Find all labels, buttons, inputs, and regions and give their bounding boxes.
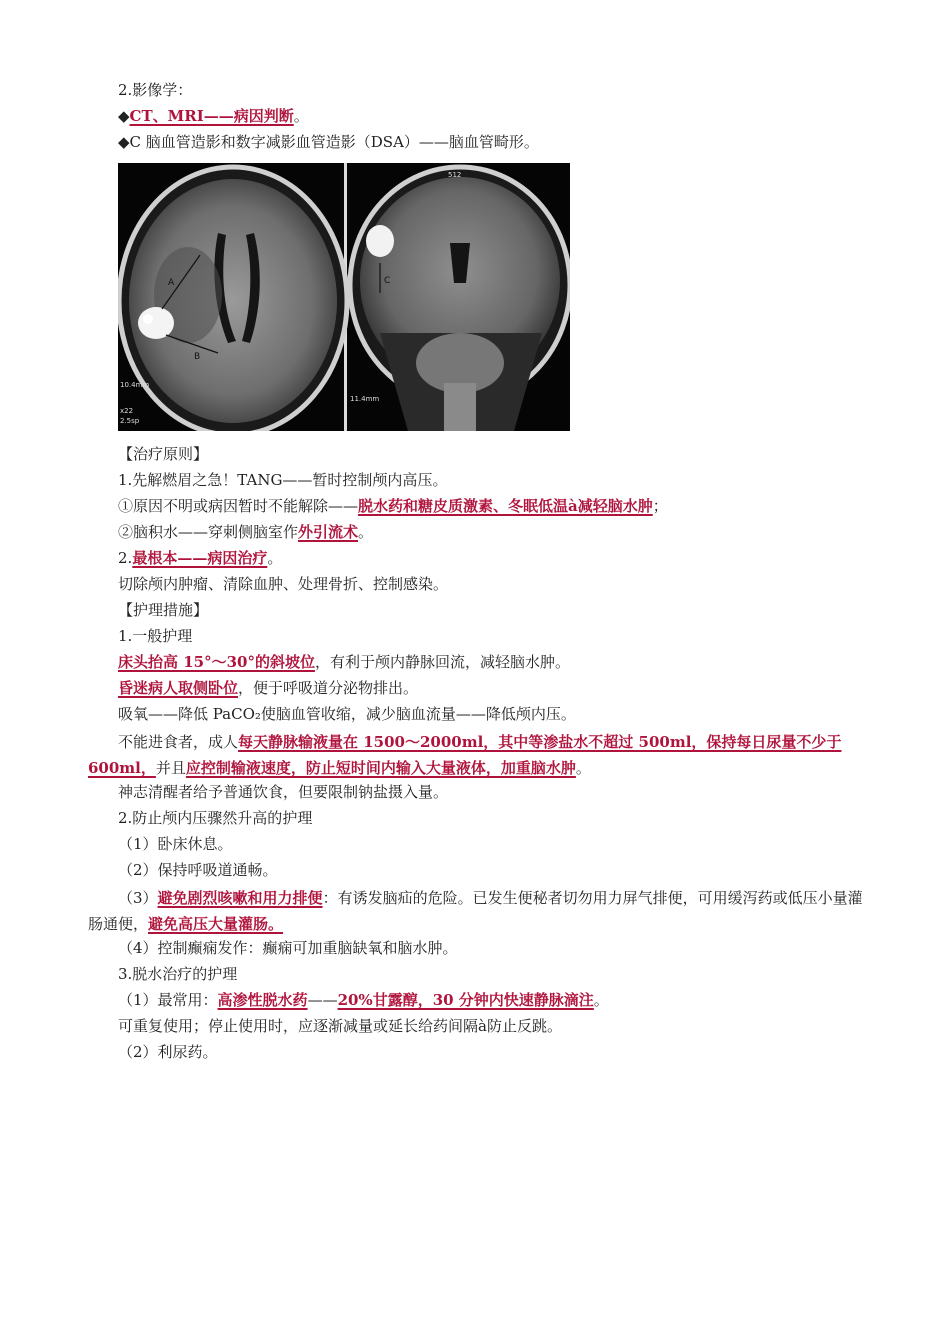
brain-mri-image (118, 163, 570, 431)
imaging-bullet-2: ◆C 脑血管造影和数字减影血管造影（DSA）——脑血管畸形。 (118, 133, 539, 151)
scan-label-b: B (194, 352, 201, 362)
punctuation: 。 (593, 991, 609, 1009)
imaging-bullet-1 (118, 106, 309, 126)
highlight-avoid-cough: 避免剧烈咳嗽和用力排便 (157, 889, 323, 907)
nursing-dehydration-2: 可重复使用；停止使用时，应逐渐减量或延长给药间隔à防止反跳。 (118, 1017, 562, 1035)
highlight-drainage: 外引流术 (298, 523, 359, 541)
scan-text-2: x22 (120, 407, 134, 415)
nursing-measure-1: （1）卧床休息。 (118, 835, 233, 853)
treatment-point-5: 切除颅内肿瘤、清除血肿、处理骨折、控制感染。 (118, 575, 449, 593)
punctuation: 。 (267, 549, 283, 567)
highlight-hypertonic: 高渗性脱水药 (217, 991, 308, 1009)
scan-label-a: A (168, 278, 175, 288)
highlight-ct-mri: CT、MRI——病因判断 (129, 107, 294, 125)
text: ：有诱发脑疝的危险。已发生便秘者切勿用力屏气排便，可用缓泻药或低压小量灌肠通便， (88, 889, 863, 933)
text: （1）最常用： (118, 991, 218, 1009)
nursing-dehydration-1 (118, 990, 609, 1010)
text: —— (307, 991, 338, 1009)
scan-text-1: 10.4mm (120, 381, 150, 389)
imaging-heading: 2.影像学： (118, 81, 193, 99)
text: （3） (118, 889, 158, 907)
text: ②脑积水——穿刺侧脑室作 (118, 523, 299, 541)
text: 并且 (155, 759, 186, 777)
text: 不能进食者，成人 (118, 733, 239, 751)
text: ，有利于颅内静脉回流，减轻脑水肿。 (314, 653, 570, 671)
text: ，便于呼吸道分泌物排出。 (238, 679, 419, 697)
punctuation: 。 (358, 523, 374, 541)
punctuation: ； (652, 497, 668, 515)
treatment-point-4 (118, 548, 282, 568)
highlight-infusion-volume: 每天静脉输液量在 1500～2000ml，其中等渗盐水不超过 500ml，保持每日尿量不少于 600ml， (88, 733, 842, 777)
highlight-infusion-speed: 应控制输液速度，防止短时间内输入大量液体，加重脑水肿 (185, 759, 576, 777)
treatment-point-3 (118, 522, 373, 542)
scan-text-5: 512 (448, 171, 462, 179)
scan-text-3: 2.5sp (120, 417, 140, 425)
nursing-line-3: 吸氧——降低 PaCO₂使脑血管收缩，减少脑血流量——降低颅内压。 (118, 705, 576, 723)
nursing-section-2: 2.防止颅内压骤然升高的护理 (118, 809, 313, 827)
nursing-measure-2: （2）保持呼吸道通畅。 (118, 861, 278, 879)
nursing-section-3: 3.脱水治疗的护理 (118, 965, 238, 983)
nursing-dehydration-3: （2）利尿药。 (118, 1043, 218, 1061)
nursing-line-5: 神志清醒者给予普通饮食，但要限制钠盐摄入量。 (118, 783, 449, 801)
nursing-section-1: 1.一般护理 (118, 627, 193, 645)
nursing-measure-4: （4）控制癫痫发作：癫痫可加重脑缺氧和脑水肿。 (118, 939, 458, 957)
highlight-mannitol: 20%甘露醇，30 分钟内快速静脉滴注 (337, 991, 594, 1009)
highlight-root-cause: 最根本——病因治疗 (132, 549, 268, 567)
treatment-point-1: 1.先解燃眉之急！TANG——暂时控制颅内高压。 (118, 471, 448, 489)
brain-scan-figure (118, 163, 570, 431)
nursing-line-4 (88, 729, 868, 781)
nursing-line-2 (118, 678, 418, 698)
scan-text-4: 11.4mm (350, 395, 380, 403)
text: 2. (118, 549, 133, 567)
scan-label-c: C (384, 276, 391, 286)
treatment-point-2 (118, 496, 668, 516)
highlight-avoid-enema: 避免高压大量灌肠。 (148, 915, 284, 933)
punctuation: 。 (293, 107, 309, 125)
nursing-line-1 (118, 652, 570, 672)
highlight-head-elevation: 床头抬高 15°～30°的斜坡位 (118, 653, 315, 671)
nursing-heading: 【护理措施】 (118, 601, 209, 619)
bullet-diamond: ◆ (118, 107, 130, 125)
treatment-heading: 【治疗原则】 (118, 445, 209, 463)
text: ①原因不明或病因暂时不能解除—— (118, 497, 359, 515)
highlight-dehydration: 脱水药和糖皮质激素、冬眠低温à减轻脑水肿 (358, 497, 653, 515)
highlight-lateral-position: 昏迷病人取侧卧位 (118, 679, 239, 697)
punctuation: 。 (575, 759, 591, 777)
nursing-measure-3 (88, 885, 868, 937)
